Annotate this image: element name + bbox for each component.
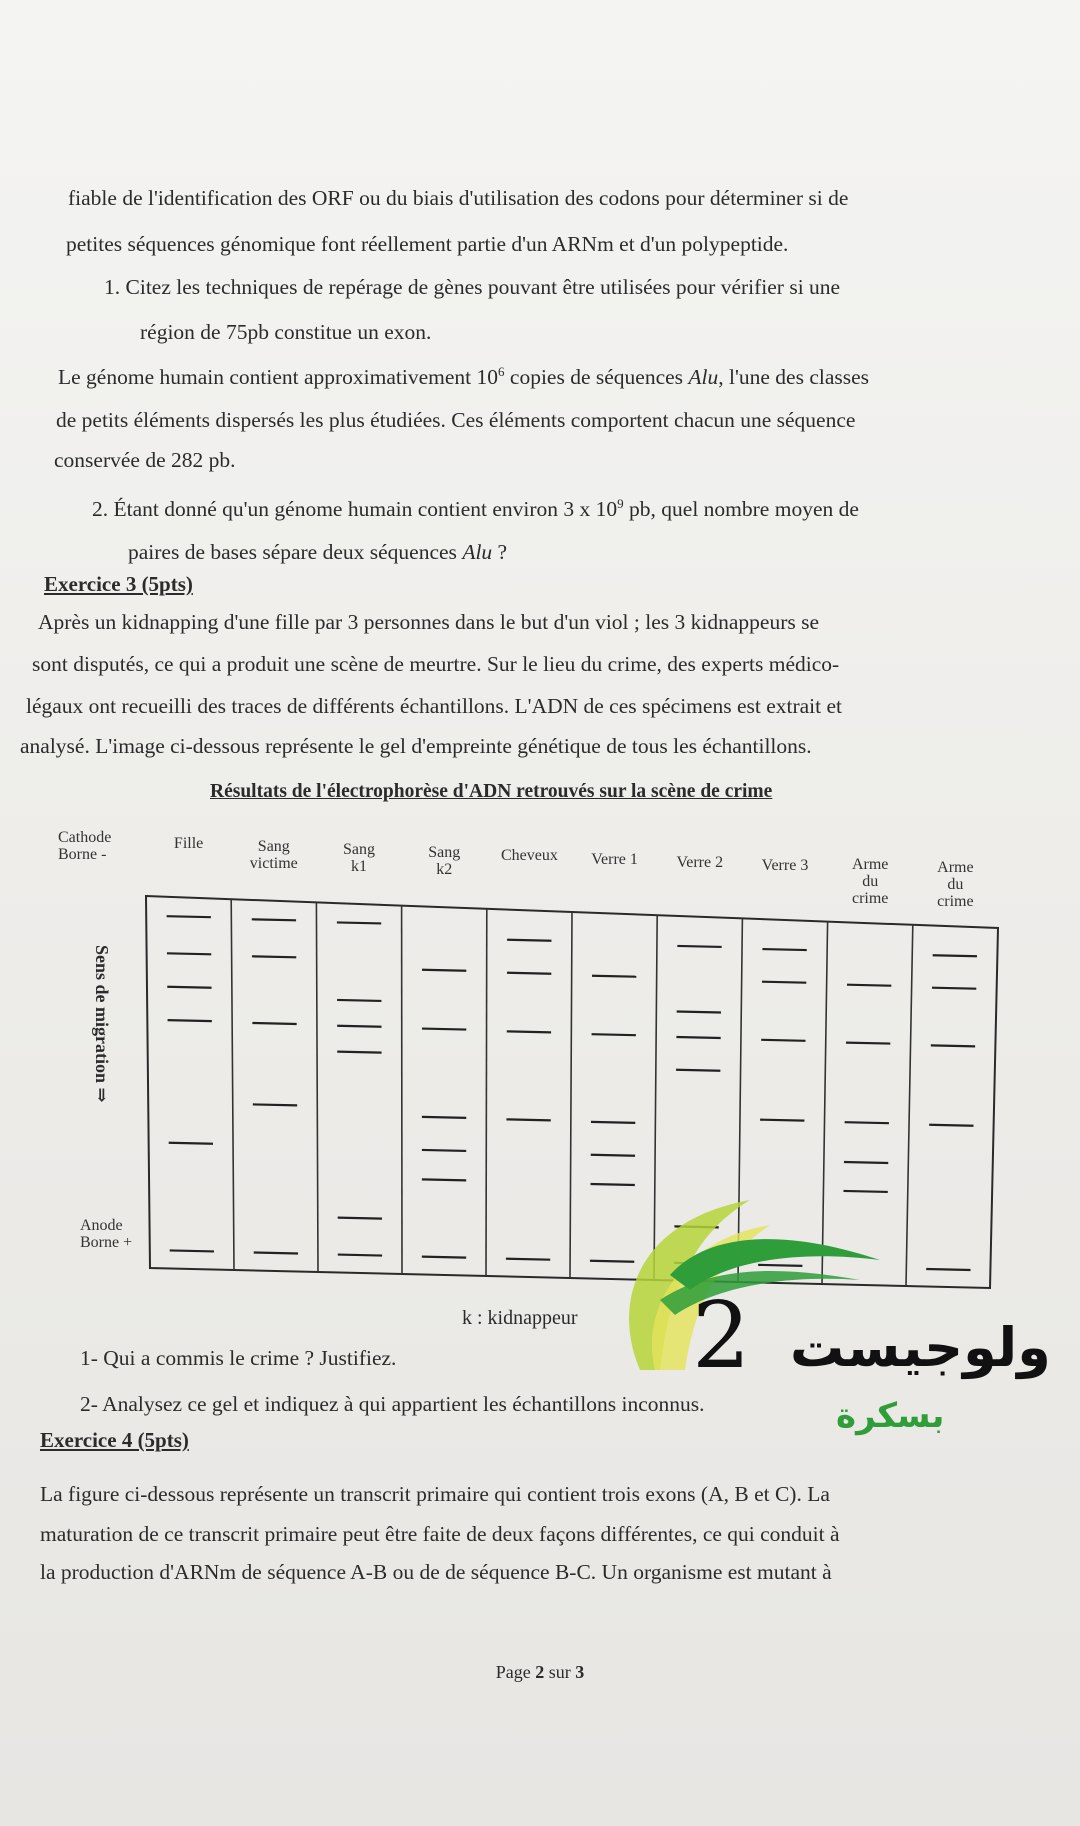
question-1-line-1: 1. Citez les techniques de repérage de gènes pouvant être utilisées pour vérifier si une [104, 275, 841, 299]
gel-caption: Résultats de l'électrophorèse d'ADN retrouvés sur la scène de crime [210, 781, 773, 802]
exercise-3-line-3: légaux ont recueilli des traces de différents échantillons. L'ADN de ces spécimens est extrait et [26, 694, 843, 718]
gel-band [761, 1040, 805, 1041]
gel-band [252, 956, 296, 957]
question-2-line-1: 2. Étant donné qu'un génome humain contient environ 3 x $10^9$ pb, quel nombre moyen de [92, 496, 859, 522]
watermark-arabic-subtitle: بسكرة [836, 1396, 945, 1436]
lane-divider [231, 899, 234, 1270]
exercise-4-line-1: La figure ci-dessous représente un transcrit primaire qui contient trois exons (A, B et C). La [40, 1482, 830, 1506]
gel-band [844, 1162, 888, 1163]
intro-line-1: fiable de l'identification des ORF ou du biais d'utilisation des codons pour déterminer si de [68, 186, 849, 210]
gel-band [507, 1031, 551, 1032]
alu-line-1: Le génome humain contient approximativement $10^6$ copies de séquences Alu, l'une des classes [58, 364, 870, 390]
gel-band [592, 976, 636, 977]
gel-band [933, 955, 977, 956]
lane-label: Verre 1 [591, 850, 638, 868]
gel-band [252, 919, 296, 920]
gel-band [422, 1029, 466, 1030]
gel-band [507, 940, 551, 941]
lane-label: Sang k2 [428, 844, 461, 878]
exercise-3-line-4: analysé. L'image ci-dessous représente le gel d'empreinte génétique de tous les échantillons. [20, 734, 812, 758]
gel-band [506, 1119, 550, 1120]
intro-line-2: petites séquences génomique font réellement partie d'un ARNm et d'un polypeptide. [66, 232, 789, 256]
gel-band [337, 922, 381, 923]
lane-divider [486, 909, 487, 1276]
lane-label: Arme du crime [851, 856, 889, 907]
exercise-3-line-1: Après un kidnapping d'une fille par 3 personnes dans le but d'un viol ; les 3 kidnappeurs se [38, 610, 820, 634]
alu-line-3: conservée de 282 pb. [54, 448, 236, 472]
gel-legend: k : kidnappeur [462, 1307, 578, 1329]
exercise-3-line-2: sont disputés, ce qui a produit une scène de meurtre. Sur le lieu du crime, des experts médico- [32, 652, 840, 676]
gel-band [252, 1023, 296, 1024]
gel-band [591, 1122, 635, 1123]
lane-label: Sang k1 [343, 841, 375, 875]
exercise-3-question-1: 1- Qui a commis le crime ? Justifiez. [80, 1346, 397, 1370]
gel-band [932, 988, 976, 989]
gel-band [762, 949, 806, 950]
gel-band [591, 1155, 635, 1156]
gel-band [676, 1037, 720, 1038]
gel-band [338, 1218, 382, 1219]
gel-band [926, 1269, 970, 1270]
exercise-4-title: Exercice 4 (5pts) [40, 1428, 189, 1452]
gel-band [422, 1150, 466, 1151]
question-1-line-2: région de 75pb constitue un exon. [140, 320, 432, 344]
page-footer: Page 2 sur 3 [495, 1662, 585, 1682]
gel-band [168, 1020, 212, 1021]
gel-band [507, 973, 551, 974]
gel-band [422, 970, 466, 971]
gel-band [592, 1034, 636, 1035]
gel-band [847, 985, 891, 986]
exercise-4-line-3: la production d'ARNm de séquence A-B ou de de séquence B-C. Un organisme est mutant à [40, 1560, 832, 1584]
anode-label: Anode Borne + [80, 1217, 133, 1251]
exercise-3-question-2: 2- Analysez ce gel et indiquez à qui appartient les échantillons inconnus. [80, 1392, 705, 1416]
gel-band [338, 1255, 382, 1256]
exercise-3-title: Exercice 3 (5pts) [44, 572, 193, 596]
lane-label: Sang victime [249, 837, 298, 872]
gel-band [929, 1125, 973, 1126]
lane-divider [570, 912, 572, 1278]
gel-band [254, 1252, 298, 1253]
gel-band [422, 1179, 466, 1180]
gel-band [845, 1122, 889, 1123]
lane-label: Verre 3 [761, 857, 809, 874]
gel-band [676, 1070, 720, 1071]
gel-band [337, 1052, 381, 1053]
gel-band [846, 1043, 890, 1044]
gel-band [337, 1000, 381, 1001]
gel-band [170, 1250, 214, 1251]
lane-label: Arme du crime [937, 859, 974, 910]
lane-label: Cheveux [500, 847, 558, 865]
gel-band [422, 1257, 466, 1258]
gel-band [762, 982, 806, 983]
alu-line-2: de petits éléments dispersés les plus étudiées. Ces éléments comportent chacun une séquence [56, 408, 856, 432]
gel-band [167, 987, 211, 988]
lane-label: Fille [173, 834, 204, 852]
gel-band [169, 1143, 213, 1144]
gel-band [422, 1117, 466, 1118]
gel-band [167, 916, 211, 917]
lane-label: Verre 2 [676, 853, 724, 871]
gel-band [337, 1026, 381, 1027]
gel-band [506, 1259, 550, 1260]
gel-band [677, 946, 721, 947]
exercise-4-line-2: maturation de ce transcrit primaire peut être faite de deux façons différentes, ce qui conduit à [40, 1522, 840, 1546]
gel-band [167, 953, 211, 954]
lane-divider [316, 902, 318, 1272]
gel-band [677, 1011, 721, 1012]
question-2-line-2: paires de bases sépare deux séquences Alu ? [128, 540, 508, 564]
gel-band [931, 1045, 975, 1046]
cathode-label: Cathode Borne - [58, 829, 112, 863]
watermark-arabic-title: ولوجيست [790, 1316, 1051, 1379]
watermark-digit: 2 [692, 1282, 751, 1389]
gel-band [253, 1104, 297, 1105]
gel-band [760, 1120, 804, 1121]
migration-direction-label: Sens de migration ⇒ [92, 945, 112, 1103]
